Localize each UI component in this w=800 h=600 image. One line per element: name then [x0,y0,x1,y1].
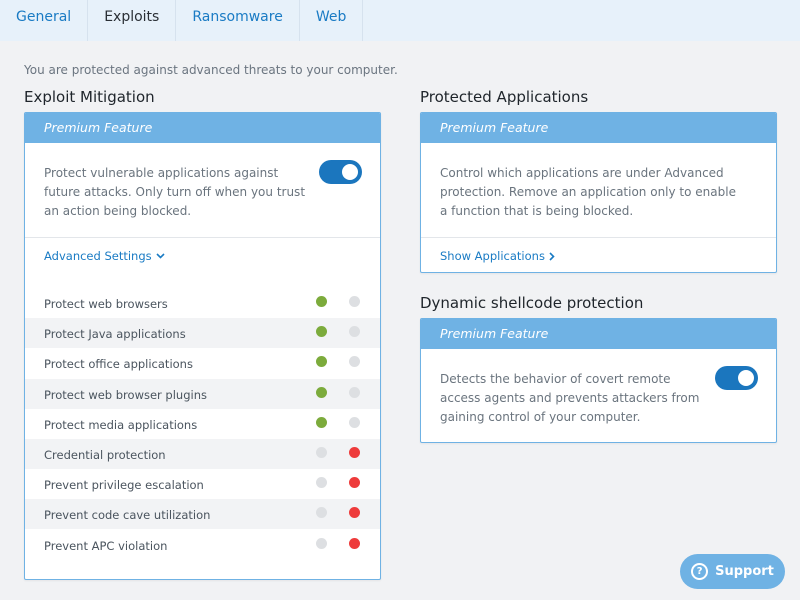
status-dot-allow[interactable] [316,296,327,307]
question-circle-icon: ? [691,563,708,580]
status-dot-allow[interactable] [316,447,327,458]
exploit-description: Protect vulnerable applications against future attacks. Only turn off when you trust an action being blocked. [44,166,306,218]
exploit-setting-label: Protect media applications [44,417,198,432]
protected-applications-title: Protected Applications [420,88,589,106]
exploit-mitigation-title: Exploit Mitigation [24,88,155,106]
exploit-setting-row [25,318,380,348]
exploit-setting-row [25,409,380,439]
tab-web[interactable]: Web [300,0,364,41]
exploit-setting-label: Protect office applications [44,357,193,372]
show-applications-link[interactable] [440,249,555,263]
exploit-setting-row [25,469,380,499]
shellcode-protection-title: Dynamic shellcode protection [420,294,644,312]
support-label: Support [715,564,774,579]
exploit-setting-label: Protect web browser plugins [44,387,207,402]
status-dot-allow[interactable] [316,417,327,428]
shellcode-protection-card [420,318,777,443]
protected-applications-card [420,112,777,273]
toggle-knob [342,164,358,180]
tab-ransomware[interactable]: Ransomware [176,0,299,41]
chevron-right-icon [549,252,555,261]
status-dot-allow[interactable] [316,356,327,367]
show-applications-label: Show Applications [440,249,545,263]
status-dot-block[interactable] [349,447,360,458]
protected-applications-description: Control which applications are under Advanced protection. Remove an application only to enable a function that is being blocked. [440,166,736,218]
tab-exploits[interactable]: Exploits [88,0,176,41]
protection-status-text: You are protected against advanced threats to your computer. [24,63,398,77]
status-dot-allow[interactable] [316,477,327,488]
advanced-settings-link[interactable] [44,249,165,263]
status-dot-block[interactable] [349,296,360,307]
advanced-settings-label: Advanced Settings [44,249,152,263]
status-dot-block[interactable] [349,538,360,549]
exploit-setting-row [25,348,380,378]
exploit-setting-row [25,288,380,318]
status-dot-block[interactable] [349,477,360,488]
exploit-setting-label: Prevent code cave utilization [44,508,211,523]
status-dot-allow[interactable] [316,538,327,549]
exploit-setting-label: Credential protection [44,448,166,462]
status-dot-block[interactable] [349,326,360,337]
exploit-mitigation-toggle[interactable] [319,160,362,184]
exploit-setting-row [25,439,380,469]
exploit-setting-label: Prevent privilege escalation [44,478,204,493]
status-dot-allow[interactable] [316,387,327,398]
status-dot-block[interactable] [349,417,360,428]
exploit-setting-row [25,379,380,409]
tab-general[interactable]: General [0,0,88,41]
status-dot-block[interactable] [349,356,360,367]
exploit-setting-label: Protect web browsers [44,297,168,311]
status-dot-allow[interactable] [316,326,327,337]
support-button[interactable] [680,554,785,589]
divider [421,237,776,238]
exploit-setting-label: Protect Java applications [44,327,186,342]
exploit-mitigation-card [24,112,381,580]
premium-feature-header: Premium Feature [25,113,380,143]
exploit-setting-row [25,530,380,560]
premium-feature-header: Premium Feature [421,113,776,143]
divider [25,237,380,238]
shellcode-description: Detects the behavior of covert remote access agents and prevents attackers from gaining control of your computer. [440,372,700,424]
exploit-setting-label: Prevent APC violation [44,538,168,553]
premium-feature-header: Premium Feature [421,319,776,349]
chevron-down-icon [156,253,165,259]
tab-bar [0,0,800,41]
exploit-setting-row [25,499,380,529]
toggle-knob [738,370,754,386]
status-dot-block[interactable] [349,387,360,398]
status-dot-block[interactable] [349,507,360,518]
shellcode-protection-toggle[interactable] [715,366,758,390]
status-dot-allow[interactable] [316,507,327,518]
